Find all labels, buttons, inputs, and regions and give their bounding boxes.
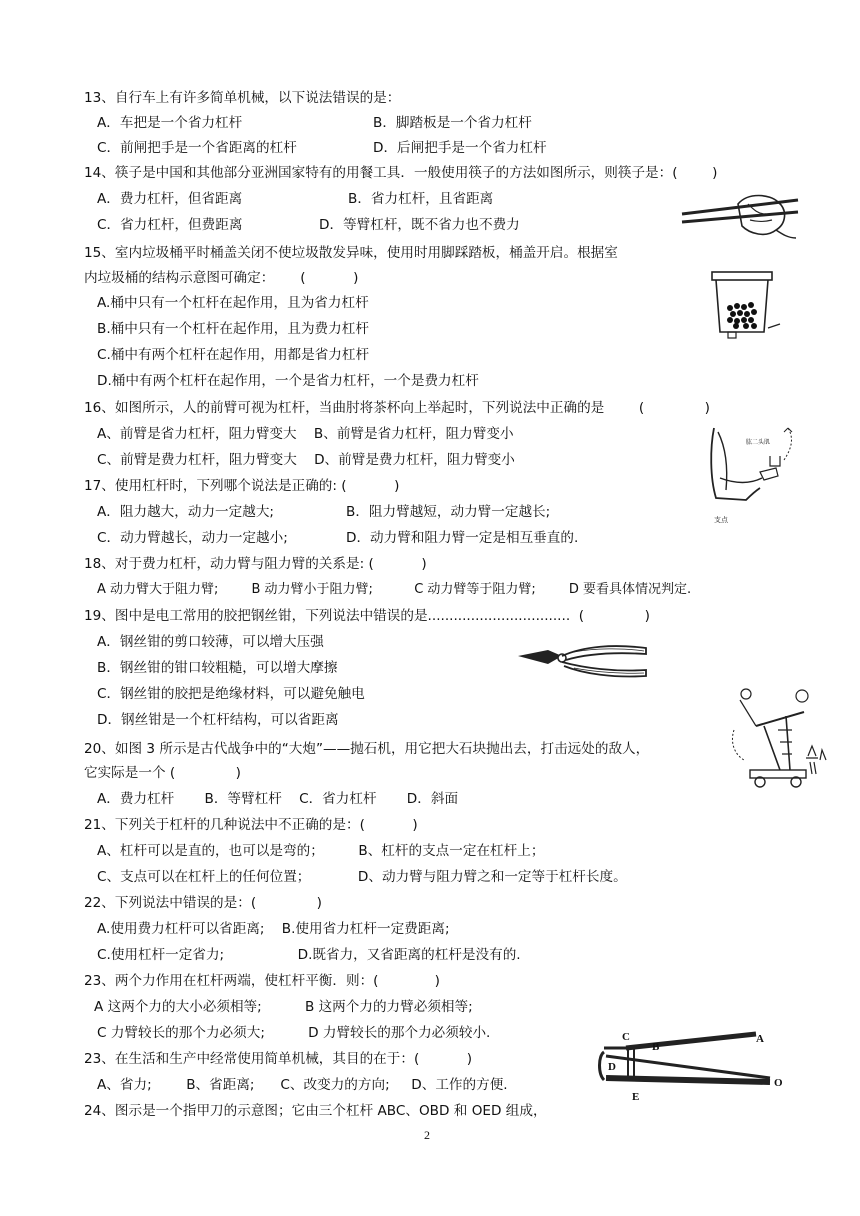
forearm-muscle-label: 肱二头肌 [746,439,771,446]
q22-stem: 22、下列说法中错误的是：( ) [84,895,322,911]
q14-option-b: B．省力杠杆，且省距离 [348,191,494,207]
q23a-options-ab: A 这两个力的大小必须相等; B 这两个力的力臂必须相等; [94,999,473,1015]
q14-stem: 14、筷子是中国和其他部分亚洲国家特有的用餐工具．一般使用筷子的方法如图所示，则筷子是：( ) [84,165,718,181]
chopsticks-figure [678,192,802,242]
q13-stem: 13、自行车上有许多简单机械，以下说法错误的是： [84,90,401,106]
q14-option-c: C．省力杠杆，但费距离 [97,217,243,233]
q15-stem-line1: 15、室内垃圾桶平时桶盖关闭不使垃圾散发异味，使用时用脚踩踏板，桶盖开启。根据室 [84,245,618,261]
q19-option-d: D．钢丝钳是一个杠杆结构，可以省距离 [97,712,339,728]
q16-options-ab: A、前臂是省力杠杆，阻力臂变大 B、前臂是省力杠杆，阻力臂变小 [97,426,514,442]
q16-options-cd: C、前臂是费力杠杆，阻力臂变大 D、前臂是费力杠杆，阻力臂变小 [97,452,515,468]
q15-option-c: C.桶中有两个杠杆在起作用，用都是省力杠杆 [97,347,370,363]
q19-stem: 19、图中是电工常用的胶把钢丝钳，下列说法中错误的是................................. ( ) [84,608,650,624]
q19-option-c: C．钢丝钳的胶把是绝缘材料，可以避免触电 [97,686,365,702]
page-number: 2 [424,1128,430,1142]
q21-options-cd: C、支点可以在杠杆上的任何位置； D、动力臂与阻力臂之和一定等于杠杆长度。 [97,869,627,885]
q15-stem-line2: 内垃圾桶的结构示意图可确定： ( ) [84,270,359,286]
q13-option-b: B．脚踏板是一个省力杠杆 [373,115,532,131]
q18-stem: 18、对于费力杠杆，动力臂与阻力臂的关系是: ( ) [84,556,427,572]
q16-stem: 16、如图所示，人的前臂可视为杠杆，当曲肘将茶杯向上举起时，下列说法中正确的是 ( ) [84,400,710,416]
q18-options: A 动力臂大于阻力臂; B 动力臂小于阻力臂; C 动力臂等于阻力臂; D 要看具体情况判定. [97,582,692,597]
q14-option-d: D．等臂杠杆，既不省力也不费力 [319,217,520,233]
q20-options: A．费力杠杆 B．等臂杠杆 C．省力杠杆 D．斜面 [97,791,459,807]
q20-stem-line2: 它实际是一个 ( ) [84,765,241,781]
clipper-label-b: B [652,1041,660,1053]
q17-option-d: D．动力臂和阻力臂一定是相互垂直的. [346,530,579,546]
clipper-label-c: C [622,1031,630,1043]
clipper-label-e: E [632,1091,640,1103]
q23b-options: A、省力; B、省距离; C、改变力的方向; D、工作的方便. [97,1077,508,1093]
nail-clipper-figure [596,1026,786,1104]
q17-stem: 17、使用杠杆时，下列哪个说法是正确的: ( ) [84,478,400,494]
q19-option-a: A．钢丝钳的剪口较薄，可以增大压强 [97,634,324,650]
pliers-figure [514,640,650,680]
q21-options-ab: A、杠杆可以是直的，也可以是弯的； B、杠杆的支点一定在杠杆上； [97,843,545,859]
q17-option-c: C．动力臂越长，动力一定越小; [97,530,288,546]
forearm-figure [706,418,804,528]
q15-option-b: B.桶中只有一个杠杆在起作用，且为费力杠杆 [97,321,369,337]
clipper-label-a: A [756,1033,764,1045]
trash-bin-figure [706,268,784,344]
q13-option-c: C．前闸把手是一个省距离的杠杆 [97,140,297,156]
forearm-pivot-label: 支点 [714,516,728,524]
clipper-label-d: D [608,1061,616,1073]
q15-option-d: D.桶中有两个杠杆在起作用，一个是省力杠杆，一个是费力杠杆 [97,373,479,389]
q23b-stem: 23、在生活和生产中经常使用简单机械，其目的在于：( ) [84,1051,473,1067]
q13-option-d: D．后闸把手是一个省力杠杆 [373,140,547,156]
q20-stem-line1: 20、如图 3 所示是古代战争中的“大炮”——抛石机，用它把大石块抛出去，打击远处的敌人， [84,741,650,757]
q15-option-a: A.桶中只有一个杠杆在起作用，且为省力杠杆 [97,295,369,311]
q13-option-a: A．车把是一个省力杠杆 [97,115,243,131]
q21-stem: 21、下列关于杠杆的几种说法中不正确的是：( ) [84,817,418,833]
clipper-label-o: O [774,1077,783,1089]
q23a-options-cd: C 力臂较长的那个力必须大; D 力臂较长的那个力必须较小. [97,1025,491,1041]
catapult-figure [720,686,830,792]
q23a-stem: 23、两个力作用在杠杆两端，使杠杆平衡．则：( ) [84,973,440,989]
q24-stem: 24、图示是一个指甲刀的示意图；它由三个杠杆 ABC、OBD 和 OED 组成， [84,1103,547,1119]
q14-option-a: A．费力杠杆，但省距离 [97,191,243,207]
q17-option-a: A．阻力越大，动力一定越大; [97,504,275,520]
q22-options-cd: C.使用杠杆一定省力; D.既省力，又省距离的杠杆是没有的. [97,947,521,963]
q19-option-b: B．钢丝钳的钳口较粗糙，可以增大摩擦 [97,660,338,676]
q22-options-ab: A.使用费力杠杆可以省距离; B.使用省力杠杆一定费距离; [97,921,450,937]
q17-option-b: B．阻力臂越短，动力臂一定越长; [346,504,551,520]
